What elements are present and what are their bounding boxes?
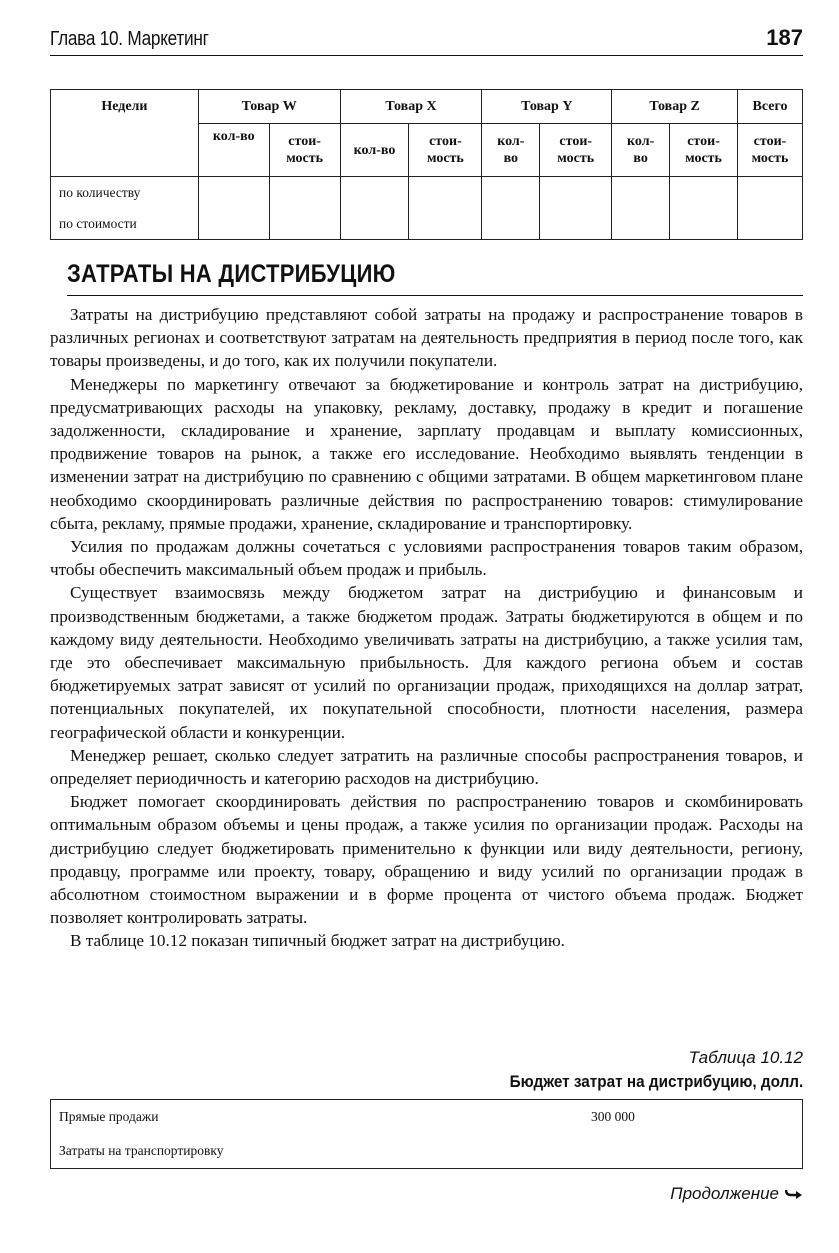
continue-marker bbox=[670, 1184, 803, 1204]
paragraph: Менеджеры по маркетингу отвечают за бюджетирование и контроль затрат на дистрибуцию, предусматривающих расходы на упаковку, рекламу, доставку, продажу в кредит и погашение задолженности, складирование и хранение, зарплату продавцам и выплату комиссионных, продвижение товаров на рынок, а также его исследование. Необходимо выявлять тенденции в изменении затрат на дистрибуцию по сравнению с общими затратами. В общем маркетинговом плане необходимо скоординировать различные действия по распространению товаров: стимулирование сбыта, рекламу, прямые продажи, хранение, складирование и транспортировку. bbox=[50, 374, 803, 533]
table-cell bbox=[670, 177, 738, 240]
paragraph: В таблице 10.12 показан типичный бюджет затрат на дистрибуцию. bbox=[70, 931, 565, 951]
total-header: Всего bbox=[738, 90, 803, 124]
weeks-products-table bbox=[50, 89, 803, 240]
page-header bbox=[50, 26, 803, 56]
paragraph: Менеджер решает, сколько следует затратить на различные способы распространения товаров, и определяет периодичность и категорию расходов на дистрибуцию. bbox=[50, 745, 803, 789]
table-row bbox=[51, 1134, 803, 1169]
table-cell bbox=[269, 177, 340, 240]
section-title: ЗАТРАТЫ НА ДИСТРИБУЦИЮ bbox=[67, 256, 803, 296]
budget-label: Затраты на транспортировку bbox=[59, 1143, 224, 1158]
budget-value bbox=[591, 1134, 803, 1169]
weeks-header: Недели bbox=[51, 90, 199, 177]
table-title: Бюджет затрат на дистрибуцию, долл. bbox=[509, 1072, 803, 1091]
table-cell bbox=[340, 177, 409, 240]
table-cell bbox=[540, 177, 612, 240]
body-text bbox=[50, 303, 803, 953]
page-number: 187 bbox=[766, 25, 803, 50]
sub-header: кол-во bbox=[340, 124, 409, 177]
budget-value: 300 000 bbox=[591, 1109, 635, 1124]
product-header: Товар X bbox=[340, 90, 482, 124]
sub-header: стои- мость bbox=[670, 124, 738, 177]
table-cell bbox=[409, 177, 482, 240]
table-caption bbox=[477, 1046, 803, 1094]
table-cell bbox=[612, 177, 670, 240]
row-label: по количеству bbox=[59, 185, 141, 200]
budget-table bbox=[50, 1099, 803, 1169]
row-label: по стоимости bbox=[59, 216, 137, 231]
budget-label: Прямые продажи bbox=[59, 1109, 159, 1124]
sub-header: стои- мость bbox=[269, 124, 340, 177]
table-cell bbox=[738, 177, 803, 240]
product-header: Товар Z bbox=[612, 90, 738, 124]
paragraph: Бюджет помогает скоординировать действия по распространению товаров и скомбинировать оптимальным образом объемы и цены продаж, а также усилия по организации продаж. Расходы на дистрибуцию следует бюджетировать применительно к функции или виду деятельности, региону, продавцу, программе или проекту, товару, обращению и виду усилий по организации продаж в абсолютном стоимостном выражении и в форме процента от чистого объема продаж. Бюджет позволяет контролировать затраты. bbox=[50, 792, 803, 928]
chapter-title: Глава 10. Маркетинг bbox=[50, 28, 209, 50]
product-header: Товар W bbox=[198, 90, 340, 124]
continue-label: Продолжение bbox=[670, 1184, 779, 1203]
sub-header: стои- мость bbox=[409, 124, 482, 177]
table-cell bbox=[482, 177, 540, 240]
paragraph: Существует взаимосвязь между бюджетом затрат на дистрибуцию и финансовым и производственным бюджетами, а также бюджетом продаж. Затраты бюджетируются в общем и по каждому виду деятельности. Необходимо увеличивать затраты на дистрибуцию, а также усилия там, где это обеспечивает максимальную прибыльность. Для каждого региона объем и состав бюджетируемых затрат зависят от усилий по организации продаж, приходящихся на доллар затрат, потенциальных покупателей, их покупательной способности, плотности населения, размера географической области и конкуренции. bbox=[50, 583, 803, 742]
table-cell bbox=[198, 177, 269, 240]
product-header: Товар Y bbox=[482, 90, 612, 124]
paragraph: Затраты на дистрибуцию представляют собой затраты на продажу и распространение товаров в различных регионах и соответствуют затратам на деятельность предприятия в период после того, как товары произведены, и до того, как их получили покупатели. bbox=[50, 305, 803, 371]
table-row bbox=[51, 1100, 803, 1135]
sub-header: кол-во bbox=[198, 124, 269, 177]
sub-header: кол- во bbox=[482, 124, 540, 177]
sub-header: стои- мость bbox=[738, 124, 803, 177]
paragraph: Усилия по продажам должны сочетаться с условиями распространения товаров таким образом, чтобы обеспечить максимальный объем продаж и прибыль. bbox=[50, 537, 803, 580]
row-labels-cell bbox=[51, 177, 199, 240]
arrow-right-icon bbox=[785, 1188, 803, 1200]
table-number: Таблица 10.12 bbox=[688, 1048, 803, 1067]
sub-header: кол- во bbox=[612, 124, 670, 177]
sub-header: стои- мость bbox=[540, 124, 612, 177]
